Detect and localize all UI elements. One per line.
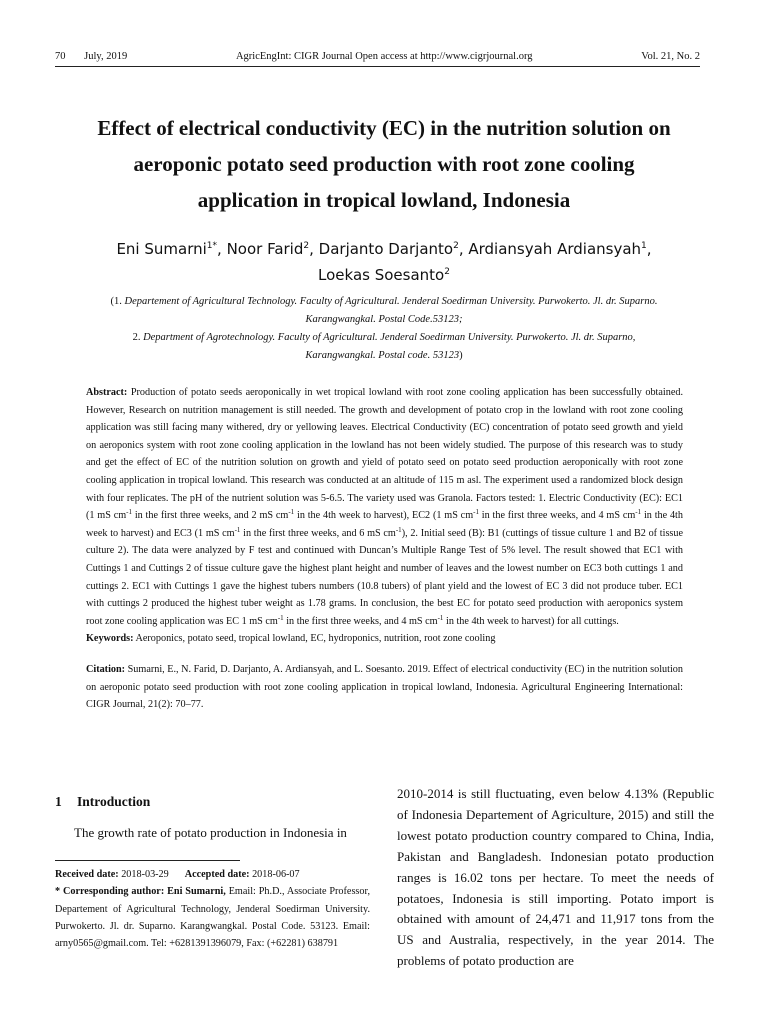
corresponding-author: * Corresponding author: Eni Sumarni, Email: Ph.D., Associate Professor, Departement of Agricultural Technology, Jenderal Soedirman University. Purwokerto. Jl. dr. Suparno. Karangwangkal. Postal Code. 53123. Email: arny0565@gmail.com. Tel: +6281391396079, Fax: (+62281) 638791: [55, 886, 370, 950]
journal-name: AgricEngInt: CIGR Journal Open access at http://www.cigrjournal.org: [235, 51, 533, 62]
footnote-rule: [55, 860, 240, 861]
left-column: [55, 793, 370, 843]
abstract-label: Abstract:: [86, 387, 128, 398]
title-line: Effect of electrical conductivity (EC) in the nutrition solution on: [97, 116, 671, 140]
section-number: 1: [55, 794, 62, 809]
abstract-body: Abstract: Production of potato seeds aeroponically in wet tropical lowland with root zone cooling application has been successfully obtained. However, Research on nutrition management is still needed. The growth and development of potato crop in the lowland with root zone cooling application was still facing many withered, dry or yellowing leaves. Electrical Conductivity (EC) concentration of potato seed growth and yield on aeroponics system with root zone cooling application in the lowland has not been widely studied. The purpose of this research was to study and get the effect of EC of the nutrition solution on growth and yield of potato seed on potato seed production aeroponically with root zone cooling application in tropical lowland. This research was conducted at an altitude of 115 m asl. The experiment used a randomized block design with four replicates. The pH of the nutrient solution was 5-6.5. The variety used was Granola. Factors tested: 1. Electric Conductivity (EC): EC1 (1 mS $cm^{-1}$ in the first three weeks, and 2 mS $cm^{-1}$ in the 4th week to harvest), EC2 (1 mS $cm^{-1}$ in the first three weeks, and 4 mS $cm^{-1}$ in the 4th week to harvest) and EC3 (1 mS $cm^{-1}$ in the first three weeks, and 6 mS $cm^{-1}$), 2. Initial seed (B): B1 (cuttings of tissue culture 1 and B2 of tissue culture 2). The data were analyzed by F test and continued with Duncan’s Multiple Range Test of 5% level. The result showed that EC1 with Cuttings 1 and Cuttings 2 of tissue culture gave the highest plant height and number of leaves and the lowest number on EC3 both cuttings 1 and cuttings 2. EC1 with Cuttings 1 gave the highest tubers numbers (10.8 tubers) of plant yield and the lowest of EC 3 did not produce tuber. EC1 with cuttings 2 produced the highest tuber weight as 1.78 grams. In conclusion, the best EC for potato seed production with aeroponics system root zone cooling application was EC 1 mS $cm^{-1}$ in the first three weeks, and 4 mS $cm^{-1}$ in the 4th week to harvest) for all cuttings.: [86, 387, 683, 627]
author-name: Ardiansyah Ardiansyah: [468, 240, 642, 258]
citation: Citation: Sumarni, E., N. Farid, D. Darjanto, A. Ardiansyah, and L. Soesanto. 2019. Effect of electrical conductivity (EC) in the nutrition solution on aeroponic potato seed production with root zone cooling application in tropical lowland, Indonesia. Agricultural Engineering International: CIGR Journal, 21(2): 70–77.: [86, 663, 683, 711]
section-title: Introduction: [77, 794, 151, 809]
page-number: 70: [55, 51, 66, 62]
running-header: [55, 51, 700, 62]
received-date: 2018-03-29: [118, 869, 169, 880]
keywords-label: Keywords:: [86, 633, 134, 645]
affiliations: (1. Departement of Agricultural Technology. Faculty of Agricultural. Jenderal Soedirman University. Purwokerto. Jl. dr. Suparno. Karangwangkal. Postal Code.53123; 2. Department of Agrotechnology. Faculty of Agricultural. Jenderal Soedirman University. Purwokerto. Jl. dr. Suparno, Karangwangkal. Postal code. 53123): [110, 296, 658, 361]
author-affil-mark: 2: [444, 267, 450, 277]
dates-line: Received date: 2018-03-29 Accepted date: 2018-06-07: [55, 869, 300, 880]
author-affil-mark: 2: [303, 241, 310, 251]
title-line: application in tropical lowland, Indonesia: [197, 188, 571, 212]
keywords: Keywords: Aeroponics, potato seed, tropical lowland, EC, hydroponics, nutrition, root zone cooling: [86, 633, 496, 645]
issue-date: July, 2019: [84, 51, 128, 62]
author-name: Noor Farid: [226, 240, 304, 258]
affiliation-2-cont: Karangwangkal. Postal code. 53123: [305, 350, 460, 361]
author-affil-mark: 1*: [206, 241, 218, 251]
author-list: Eni Sumarni$^{1*}$, Noor Farid$^2$, Darjanto Darjanto$^2$, Ardiansyah Ardiansyah$^1$, Loekas Soesanto$^2$: [116, 240, 652, 284]
author-name: Darjanto Darjanto: [318, 240, 454, 258]
citation-label: Citation:: [86, 663, 126, 675]
paper-title: [40, 110, 728, 218]
author-name: Loekas Soesanto: [318, 266, 445, 284]
title-line: aeroponic potato seed production with root zone cooling: [133, 152, 635, 176]
intro-paragraph-right: 2010-2014 is still fluctuating, even below 4.13% (Republic of Indonesia Departement of Agriculture, 2015) and still the lowest potato production country compared to China, India, Pakistan and Bangladesh. Indonesian potato production ranges is 16.02 tons per hectare. To meet the needs of potatoes, Indonesia is still importing. Potato import is obtained with amount of 24,471 and 11,917 tons from the US and Australia, respectively, in the year 2014. The problems of potato production are: [397, 786, 714, 969]
affiliation-2: Department of Agrotechnology. Faculty of Agricultural. Jenderal Soedirman University. Purwokerto. Jl. dr. Suparno,: [143, 332, 636, 343]
intro-paragraph-left: The growth rate of potato production in Indonesia in: [74, 825, 347, 840]
author-affil-mark: 1: [641, 241, 647, 251]
affiliation-1-cont: Karangwangkal. Postal Code.53123;: [305, 314, 463, 325]
author-name: Eni Sumarni: [116, 240, 207, 258]
affiliation-1: Departement of Agricultural Technology. Faculty of Agricultural. Jenderal Soedirman University. Purwokerto. Jl. dr. Suparno.: [124, 296, 658, 307]
volume-info: Vol. 21, No. 2: [641, 51, 700, 62]
header-rule: [55, 66, 700, 67]
abstract: [86, 384, 683, 714]
section-heading-introduction: [55, 793, 370, 811]
footnote: [55, 866, 370, 952]
author-affil-mark: 2: [453, 241, 459, 251]
accepted-date: 2018-06-07: [249, 869, 300, 880]
